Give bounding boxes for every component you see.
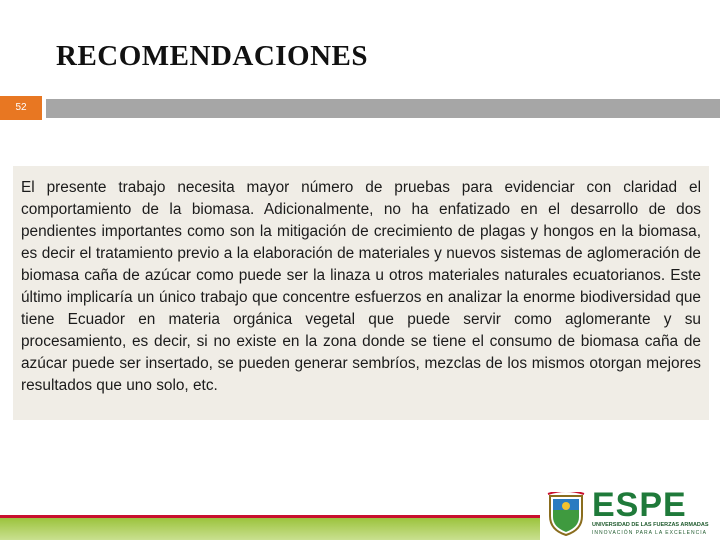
slide-title: RECOMENDACIONES	[56, 40, 369, 72]
logo-motto: INNOVACIÓN PARA LA EXCELENCIA	[592, 530, 707, 536]
logo-wordmark: ESPE	[592, 486, 687, 524]
content-box	[13, 166, 709, 420]
footer-green-band	[0, 518, 540, 540]
slide-number-badge: 52	[0, 96, 42, 120]
logo-university: UNIVERSIDAD DE LAS FUERZAS ARMADAS	[592, 522, 709, 528]
body-paragraph: El presente trabajo necesita mayor número de pruebas para evidenciar con claridad el comportamiento de la biomasa. Adicionalmente, no ha enfatizado en el desarrollo de dos pendientes importantes como son la mitigación de crecimiento de plagas y hongos en la biomasa, es decir el tratamiento previo a la elaboración de materiales y nuevos sistemas de aglomeración de biomasa caña de azúcar como puede ser la linaza u otros materiales naturales ecuatorianos. Este último implicaría un único trabajo que concentre esfuerzos en analizar la enorme biodiversidad que tiene Ecuador en materia orgánica vegetal que puede servir como aglomerante y su procesamiento, es decir, si no existe en la zona donde se tiene el consumo de biomasa caña de azúcar puede ser insertado, se pueden generar sembríos, mezclas de los mismos otorgan mejores resultados que uno solo, etc.	[21, 179, 701, 394]
header-divider-bar	[46, 99, 720, 118]
crest-icon	[546, 492, 586, 536]
espe-logo	[544, 486, 720, 540]
